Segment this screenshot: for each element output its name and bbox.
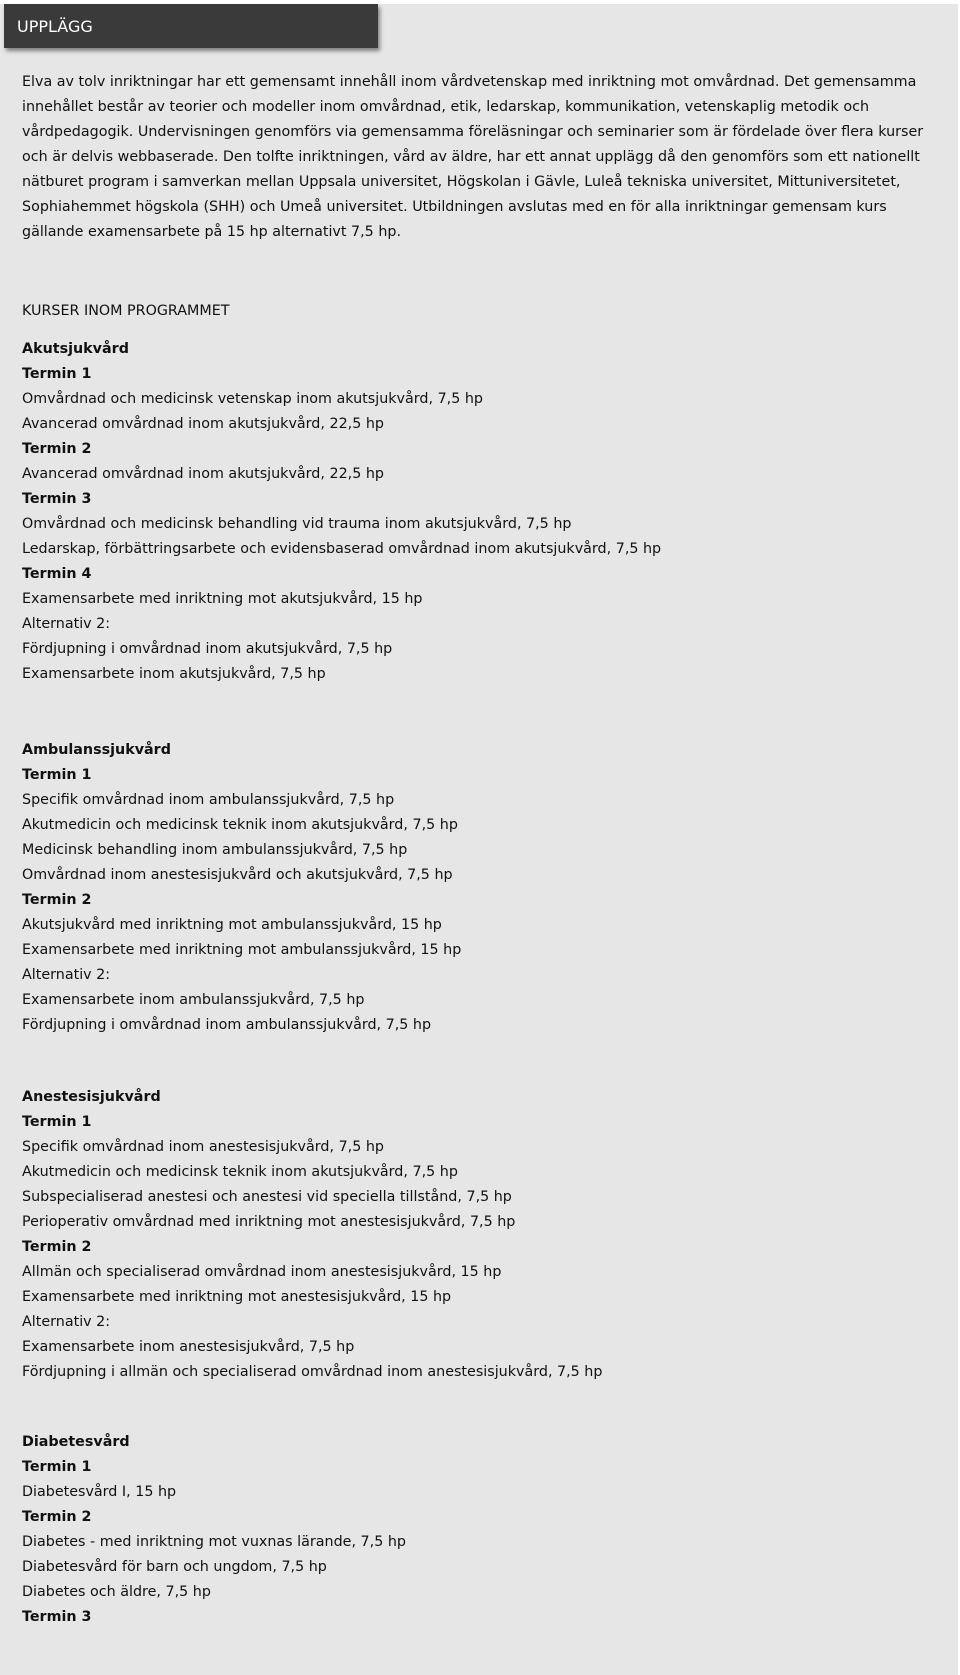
- course-item: Examensarbete med inriktning mot anestesisjukvård, 15 hp: [22, 1289, 452, 1305]
- course-item: Examensarbete inom ambulanssjukvård, 7,5 hp: [22, 992, 365, 1008]
- course-item: Alternativ 2:: [22, 1314, 111, 1330]
- course-item: Omvårdnad inom anestesisjukvård och akutsjukvård, 7,5 hp: [22, 867, 453, 883]
- course-item: Examensarbete inom anestesisjukvård, 7,5 hp: [22, 1339, 355, 1355]
- course-item: Omvårdnad och medicinsk vetenskap inom akutsjukvård, 7,5 hp: [22, 391, 483, 407]
- courses-heading: KURSER INOM PROGRAMMET: [22, 303, 230, 319]
- program-block: [22, 1085, 942, 1385]
- program-block: [22, 1430, 942, 1630]
- course-item: Specifik omvårdnad inom anestesisjukvård, 7,5 hp: [22, 1139, 384, 1155]
- course-item: Fördjupning i allmän och specialiserad omvårdnad inom anestesisjukvård, 7,5 hp: [22, 1364, 603, 1380]
- term-heading: Termin 1: [22, 366, 92, 382]
- course-item: Examensarbete med inriktning mot ambulanssjukvård, 15 hp: [22, 942, 462, 958]
- term-heading: Termin 2: [22, 441, 92, 457]
- course-item: Diabetes och äldre, 7,5 hp: [22, 1584, 211, 1600]
- program-name: Diabetesvård: [22, 1434, 130, 1450]
- course-item: Diabetes - med inriktning mot vuxnas lärande, 7,5 hp: [22, 1534, 406, 1550]
- term-heading: Termin 4: [22, 566, 92, 582]
- course-item: Specifik omvårdnad inom ambulanssjukvård, 7,5 hp: [22, 792, 395, 808]
- section-header: [4, 4, 378, 48]
- program-name: Anestesisjukvård: [22, 1089, 161, 1105]
- course-item: Fördjupning i omvårdnad inom akutsjukvård, 7,5 hp: [22, 641, 393, 657]
- course-item: Akutsjukvård med inriktning mot ambulanssjukvård, 15 hp: [22, 917, 442, 933]
- intro-paragraph: Elva av tolv inriktningar har ett gemensamt innehåll inom vårdvetenskap med inriktning mot omvårdnad. Det gemensamma innehållet består av teorier och modeller inom omvårdnad, etik, ledarskap, kommunikation, vetenskaplig metodik och vårdpedagogik. Undervisningen genomförs via gemensamma föreläsningar och seminarier som är fördelade över flera kurser och är delvis webbaserade. Den tolfte inriktningen, vård av äldre, har ett annat upplägg då den genomförs som ett nationellt nätburet program i samverkan mellan Uppsala universitet, Högskolan i Gävle, Luleå tekniska universitet, Mittuniversitetet, Sophiahemmet högskola (SHH) och Umeå universitet. Utbildningen avslutas med en för alla inriktningar gemensam kurs gällande examensarbete på 15 hp alternativt 7,5 hp.: [22, 74, 924, 240]
- term-heading: Termin 2: [22, 892, 92, 908]
- term-heading: Termin 1: [22, 767, 92, 783]
- course-item: Subspecialiserad anestesi och anestesi vid speciella tillstånd, 7,5 hp: [22, 1189, 512, 1205]
- program-block: [22, 337, 942, 687]
- term-heading: Termin 3: [22, 1609, 92, 1625]
- term-heading: Termin 1: [22, 1459, 92, 1475]
- main-content: [22, 70, 942, 1630]
- course-item: Allmän och specialiserad omvårdnad inom anestesisjukvård, 15 hp: [22, 1264, 502, 1280]
- course-item: Alternativ 2:: [22, 616, 111, 632]
- term-heading: Termin 1: [22, 1114, 92, 1130]
- course-item: Alternativ 2:: [22, 967, 111, 983]
- program-block: [22, 738, 942, 1038]
- program-name: Akutsjukvård: [22, 341, 129, 357]
- course-item: Examensarbete med inriktning mot akutsjukvård, 15 hp: [22, 591, 423, 607]
- course-item: Akutmedicin och medicinsk teknik inom akutsjukvård, 7,5 hp: [22, 1164, 458, 1180]
- program-list: [22, 337, 942, 1630]
- course-item: Perioperativ omvårdnad med inriktning mot anestesisjukvård, 7,5 hp: [22, 1214, 516, 1230]
- term-heading: Termin 2: [22, 1509, 92, 1525]
- course-item: Fördjupning i omvårdnad inom ambulanssjukvård, 7,5 hp: [22, 1017, 432, 1033]
- term-heading: Termin 3: [22, 491, 92, 507]
- course-item: Avancerad omvårdnad inom akutsjukvård, 22,5 hp: [22, 466, 384, 482]
- term-heading: Termin 2: [22, 1239, 92, 1255]
- course-item: Avancerad omvårdnad inom akutsjukvård, 22,5 hp: [22, 416, 384, 432]
- program-name: Ambulanssjukvård: [22, 742, 171, 758]
- course-item: Diabetesvård för barn och ungdom, 7,5 hp: [22, 1559, 327, 1575]
- course-item: Examensarbete inom akutsjukvård, 7,5 hp: [22, 666, 326, 682]
- course-item: Omvårdnad och medicinsk behandling vid trauma inom akutsjukvård, 7,5 hp: [22, 516, 572, 532]
- course-item: Akutmedicin och medicinsk teknik inom akutsjukvård, 7,5 hp: [22, 817, 458, 833]
- intro-text: [22, 70, 942, 245]
- course-item: Diabetesvård I, 15 hp: [22, 1484, 177, 1500]
- section-header-title: UPPLÄGG: [17, 16, 93, 36]
- course-item: Ledarskap, förbättringsarbete och evidensbaserad omvårdnad inom akutsjukvård, 7,5 hp: [22, 541, 662, 557]
- course-item: Medicinsk behandling inom ambulanssjukvård, 7,5 hp: [22, 842, 408, 858]
